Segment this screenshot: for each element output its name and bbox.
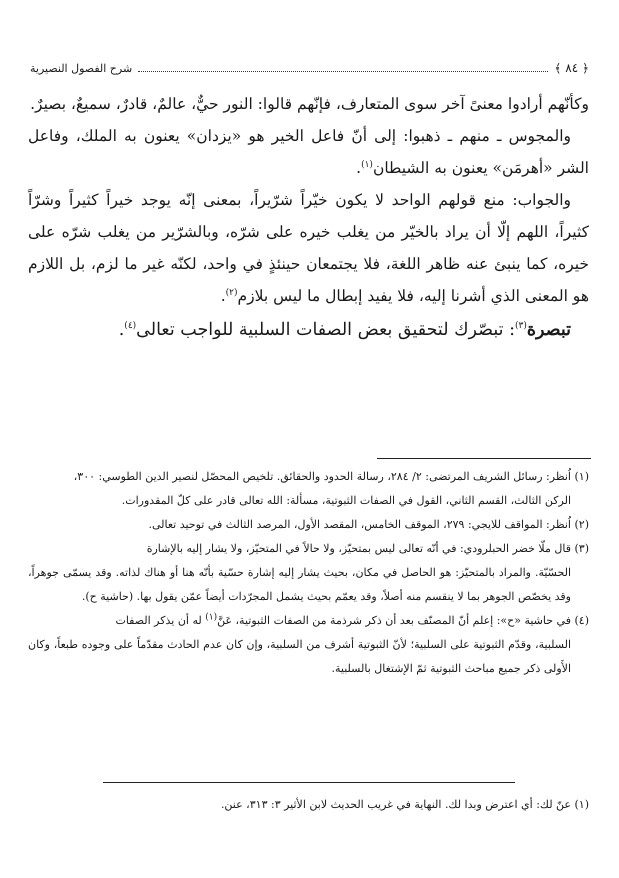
footnote-separator [377,458,591,459]
footnote-1 [28,465,589,513]
footnote-4-text: في حاشية «ح»: إعلم أنّ المصنّف بعد أن ذكر شرذمة من الصفات الثبوتية، عَنَّ [217,614,571,627]
footnote-1-number: (١) [574,470,589,483]
main-text [28,88,589,346]
page-header [30,58,589,78]
subnote-separator [103,782,515,783]
footnote-ref-1: (١) [361,159,373,170]
paragraph-2 [28,120,589,184]
footnote-1-text: اُنظر: رسائل الشريف المرتضى: ٢/ ٢٨٤، رسالة الحدود والحقائق. تلخيص المحصّل لنصير الدين الطوسي: ٣٠٠، [73,470,571,483]
footnote-3-text: قال ملّا خضر الحبلرودي: في أنّه تعالى ليس بمتحيّز، ولا حالاً في المتحيّز، ولا يشار إليه بالإشارة [146,542,571,555]
footnote-4-text-2: له أن يذكر الصفات [115,614,206,627]
footnote-4-subref: (١) [205,612,218,623]
paragraph-3-text: والجواب: منع قولهم الواحد لا يكون خيّراً شرّيراً، بمعنى إنّه يوجد خيراً كثيراً وشرّاً كثيراً، اللهم إلّا أن يراد بالخيّر من يغلب خيره على شرّه، وبالشرّير من يغلب شرّه على خيره، كما ينبئ عنه ظاهر اللغة، فلا يجتمعان حينئذٍ في واحد، لكنّه غير ما لزم، بل اللازم هو المعنى الذي أشرنا إليه، فلا يفيد إبطال ما ليس بلازم [28,191,589,305]
footnote-ref-4: (٤) [124,321,137,332]
footnote-ref-2: (٢) [225,287,238,298]
footnotes [28,465,589,681]
subnote-text: عنّ لك: أي اعترض وبدا لك. النهاية في غريب الحديث لابن الأثير ٣: ٣١٣، عنن. [220,798,571,811]
tabsira-end: . [118,320,125,340]
subnote-number: (١) [574,798,589,811]
footnote-3-continuation: الحسّيّة. والمراد بالمتحيّز: هو الحاصل في مكان، بحيث يشار إليه إشارة حسّية بأنّه هنا أو هناك لذاته. وقد يسمّى جوهراً، وقد يخصّص الجوهر بما لا ينقسم منه أصلاً، وقد يعمّم بحيث يشمل المجرّدات أيضاً عمّن يقول بها. (حاشية ح). [28,566,571,603]
paragraph-1: وكأنّهم أرادوا معنىً آخر سوى المتعارف، فإنّهم قالوا: النور حيٌّ، عالمٌ، قادرٌ، سميعٌ، بصيرٌ. [30,95,589,113]
tabsira-title: تبصرة [526,320,571,340]
page-number: ﴿ ٨٤ ﴾ [554,61,589,75]
header-dotted-leader [138,71,548,72]
footnote-1-continuation: الركن الثالث، القسم الثاني، القول في الصفات الثبوتية، مسألة: الله تعالى قادر على كلّ المقدورات. [121,494,571,507]
footnote-4-number: (٤) [574,614,589,627]
running-title: شرح الفصول النصيرية [30,61,133,75]
footnote-2-text: اُنظر: المواقف للايجي: ٢٧٩، الموقف الخامس، المقصد الأول، المرصد الثالث في توحيد تعالى. [148,518,571,531]
paragraph-2-text: والمجوس ـ منهم ـ ذهبوا: إلى أنّ فاعل الخير هو «يزدان» يعنون به الملك، وفاعل الشر «أهرمَن» يعنون به الشيطان [28,127,589,177]
paragraph-2-end: . [356,159,362,177]
footnote-3 [28,537,589,609]
footnote-2-number: (٢) [574,518,589,531]
footnote-3-number: (٣) [574,542,589,555]
footnote-4 [28,609,589,681]
footnote-4-continuation: السلبية، وقدّم الثبوتية على السلبية؛ لأنّ الثبوتية أشرف من السلبية، وإن كان عدم الحادث مقدّماً على وجوده طبعاً، وكان الأَولى ذكر جميع مباحث الثبوتية ثمّ الإشتغال بالسلبية. [28,638,571,675]
footnote-2 [28,513,589,537]
tabsira-heading [28,314,589,346]
footnote-ref-3: (٣) [514,321,527,332]
paragraph-3 [28,184,589,312]
tabsira-text: : تبصّرك لتحقيق بعض الصفات السلبية للواجب تعالى [136,320,515,340]
subnote [28,794,589,816]
paragraph-3-end: . [220,287,226,305]
